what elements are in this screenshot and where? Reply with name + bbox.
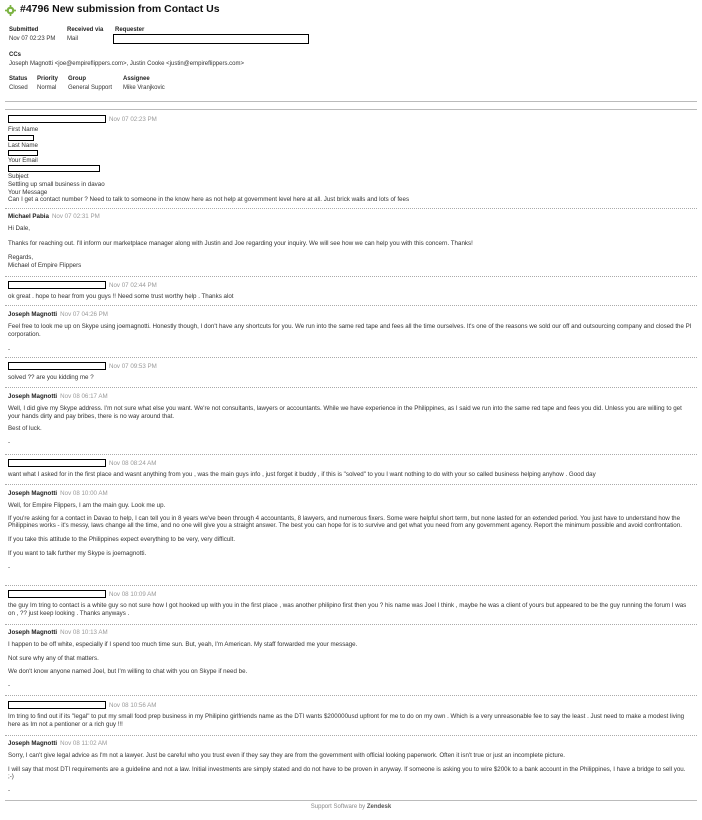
comment-time: Nov 08 06:17 AM <box>60 393 108 400</box>
comment-time: Nov 07 02:23 PM <box>109 115 157 123</box>
comment-body: Hi Dale, <box>8 224 31 232</box>
comment-time: Nov 08 10:13 AM <box>60 629 108 636</box>
comment-author: Joseph Magnotti <box>8 740 58 747</box>
comment-9 <box>8 629 692 690</box>
ccs-value: Joseph Magnotti <joe@empireflippers.com>, Justin Cooke <justin@empireflippers.com> <box>9 61 244 67</box>
divider <box>5 585 697 586</box>
comment-2 <box>8 281 692 301</box>
zendesk-link[interactable]: Zendesk <box>366 804 392 810</box>
comment-0 <box>8 115 692 204</box>
footer-text: Support Software by <box>310 804 366 810</box>
field-label: Last Name <box>8 141 38 149</box>
status-label: Status <box>9 76 28 82</box>
requester-redacted <box>113 34 309 44</box>
field-label: Subject <box>8 173 29 181</box>
comment-body: solved ?? are you kidding me ? <box>8 374 94 382</box>
field-label: Your Email <box>8 157 38 165</box>
comment-body: Sorry, I can't give legal advice as I'm not a lawyer. Just be careful who you trust even if they say they are from the government with official looking paperwork. Often it isn't true or just an incomplete picture. <box>8 751 566 759</box>
comment-author: Joseph Magnotti <box>8 393 58 400</box>
divider <box>5 101 697 102</box>
author-redacted <box>8 590 106 598</box>
author-redacted <box>8 362 106 370</box>
comment-time: Nov 08 10:09 AM <box>109 590 157 598</box>
comment-time: Nov 07 09:53 PM <box>109 362 157 370</box>
divider <box>5 454 697 455</box>
divider <box>5 109 697 110</box>
comment-8 <box>8 590 692 618</box>
divider <box>5 305 697 306</box>
field-redacted <box>8 135 34 141</box>
divider <box>5 357 697 358</box>
group-label: Group <box>68 76 86 82</box>
comment-author: Joseph Magnotti <box>8 490 58 497</box>
comment-body: want what I asked for in the first place and wasnt anything from you , was the main guys info , just forget it buddy , if this is "solved" to you I want nothing to do with your so called business helping anyhow . Good day <box>8 471 596 479</box>
ccs-label: CCs <box>9 52 22 58</box>
field-redacted <box>8 165 100 172</box>
divider <box>5 800 697 801</box>
comment-body: If you want to talk further my Skype is joemagnotti. <box>8 549 147 557</box>
ticket-title: #4796 New submission from Contact Us <box>20 3 220 16</box>
comment-4 <box>8 362 692 382</box>
comment-time: Nov 08 10:56 AM <box>109 701 157 709</box>
comment-1 <box>8 213 692 270</box>
comment-body: ok great . hope to hear from you guys !! Need some trust worthy help . Thanks alot <box>8 293 234 301</box>
author-redacted <box>8 459 106 467</box>
field-redacted <box>8 150 38 156</box>
comment-body: Regards, <box>8 254 34 262</box>
comment-7 <box>8 490 692 571</box>
assignee-label: Assignee <box>123 76 150 82</box>
divider <box>5 484 697 485</box>
comment-body: - <box>8 787 11 794</box>
comment-author: Joseph Magnotti <box>8 629 58 636</box>
author-redacted <box>8 281 106 289</box>
divider <box>5 208 697 209</box>
field-value: Can I get a contact number ? Need to talk to someone in the know here as not help at government level here at all. Just brick walls and lots of fees <box>8 196 410 204</box>
author-redacted <box>8 701 106 709</box>
comment-11 <box>8 740 692 795</box>
comment-5 <box>8 393 692 447</box>
comment-body: Feel free to look me up on Skype using joemagnotti. Honestly though, I don't have any shortcuts for you. We run into the same red tape and fees all the time ourselves. It's one of the reasons we sold our off and outsourcing company and closed the PI corporation. <box>8 322 692 338</box>
comment-body: the guy Im tring to contact is a white guy so not sure how I got hooked up with you in the first place , was another philipino first then you ? his name was Joel I think , maybe he was a client of yours but appeared to be the guy running the forum I was on , ?? just keep looking . Thanks anyways . <box>8 602 687 618</box>
received-value: Mail <box>67 36 79 42</box>
comment-body: - <box>8 563 11 571</box>
divider <box>5 624 697 625</box>
comment-body: Well, I did give my Skype address. I'm not sure what else you want. We're not consultants, lawyers or accountants. While we have experience in the Philippines, as I said we run into the same red tape and fees you did. Unless you are willing to get your hands dirty and pay bribes, there is no way around that. <box>8 404 682 420</box>
comment-body: I happen to be off white, especially if I spend too much time sun. But, yeah, I'm American. My staff forwarded me your message. <box>8 640 358 648</box>
comment-body: We don't know anyone named Joel, but I'm willing to chat with you on Skype if need be. <box>8 668 248 676</box>
comment-10 <box>8 701 692 729</box>
comment-time: Nov 08 08:24 AM <box>109 459 157 467</box>
comment-body: If you're asking for a contact in Davao to help, I can tell you in 8 years we've been through 4 accountants, 8 lawyers, and numerous fixers. Some were helpful short term, but none lasted for an extended period. You just have to understand how the Philippines works - it's messy, laws change all the time, and no one will give you a straight answer. The best you can hope for is to survive and get what you need from any government agency. Report the minimum possible and avoid confrontation. <box>8 514 682 530</box>
submitted-label: Submitted <box>9 27 39 33</box>
comment-body: - <box>8 682 11 689</box>
comment-time: Nov 08 11:02 AM <box>60 740 108 747</box>
submitted-value: Nov 07 02:23 PM <box>9 36 56 42</box>
field-value: Settling up small business in davao <box>8 180 105 188</box>
comment-time: Nov 07 04:26 PM <box>60 311 108 318</box>
comment-author: Michael Pabia <box>8 213 49 220</box>
comment-body: Im tring to find out if its "legal" to put my small food prep business in my Philipino girlfriends name as the DTI wants $200000usd upfront for me to do on my own . Which is a very unreasonable fee to say the least . Just need to make a modest living here as Im not a pentioner or a rich guy !!! <box>8 713 685 729</box>
comment-body: Well, for Empire Flippers, I am the main guy. Look me up. <box>8 501 166 509</box>
comment-body: - <box>8 346 11 354</box>
received-label: Received via <box>67 27 104 33</box>
comment-time: Nov 07 02:44 PM <box>109 281 157 289</box>
comment-body: If you take this attitude to the Philippines expect everything to be very, very difficult. <box>8 536 236 543</box>
comment-body: Best of luck. <box>8 425 42 433</box>
comment-time: Nov 08 10:00 AM <box>60 490 108 497</box>
comment-body: Michael of Empire Flippers <box>8 262 82 269</box>
priority-value: Normal <box>37 85 57 91</box>
priority-label: Priority <box>37 76 59 82</box>
divider <box>5 276 697 277</box>
comment-time: Nov 07 02:31 PM <box>51 213 100 220</box>
comment-body: Not sure why any of that matters. <box>8 654 99 662</box>
author-redacted <box>8 115 106 123</box>
field-label: First Name <box>8 126 39 134</box>
comment-body: I will say that most DTI requirements are a guideline and not a law. Initial investments are simply stated and do not have to be proven in anyway. If someone is asking you to wire $200k to a bank account in the Philippines, I have a bridge to sell you. ;-) <box>8 765 686 781</box>
comment-author: Joseph Magnotti <box>8 311 58 318</box>
gear-icon <box>5 5 16 16</box>
group-value: General Support <box>68 85 113 91</box>
footer <box>0 804 702 812</box>
status-value: Closed <box>9 85 28 91</box>
divider <box>5 387 697 388</box>
ticket-header <box>5 3 220 17</box>
divider <box>5 695 697 696</box>
comment-6 <box>8 459 692 479</box>
comment-body: - <box>8 439 11 446</box>
requester-label: Requester <box>115 27 145 33</box>
comment-3 <box>8 311 692 354</box>
divider <box>5 735 697 736</box>
field-label: Your Message <box>8 188 48 196</box>
comment-body: Thanks for reaching out. I'll inform our marketplace manager along with Justin and Joe regarding your inquiry. We will see how we can help you with this concern. Thanks! <box>8 239 473 247</box>
assignee-value: Mike Vranjkovic <box>123 85 165 91</box>
